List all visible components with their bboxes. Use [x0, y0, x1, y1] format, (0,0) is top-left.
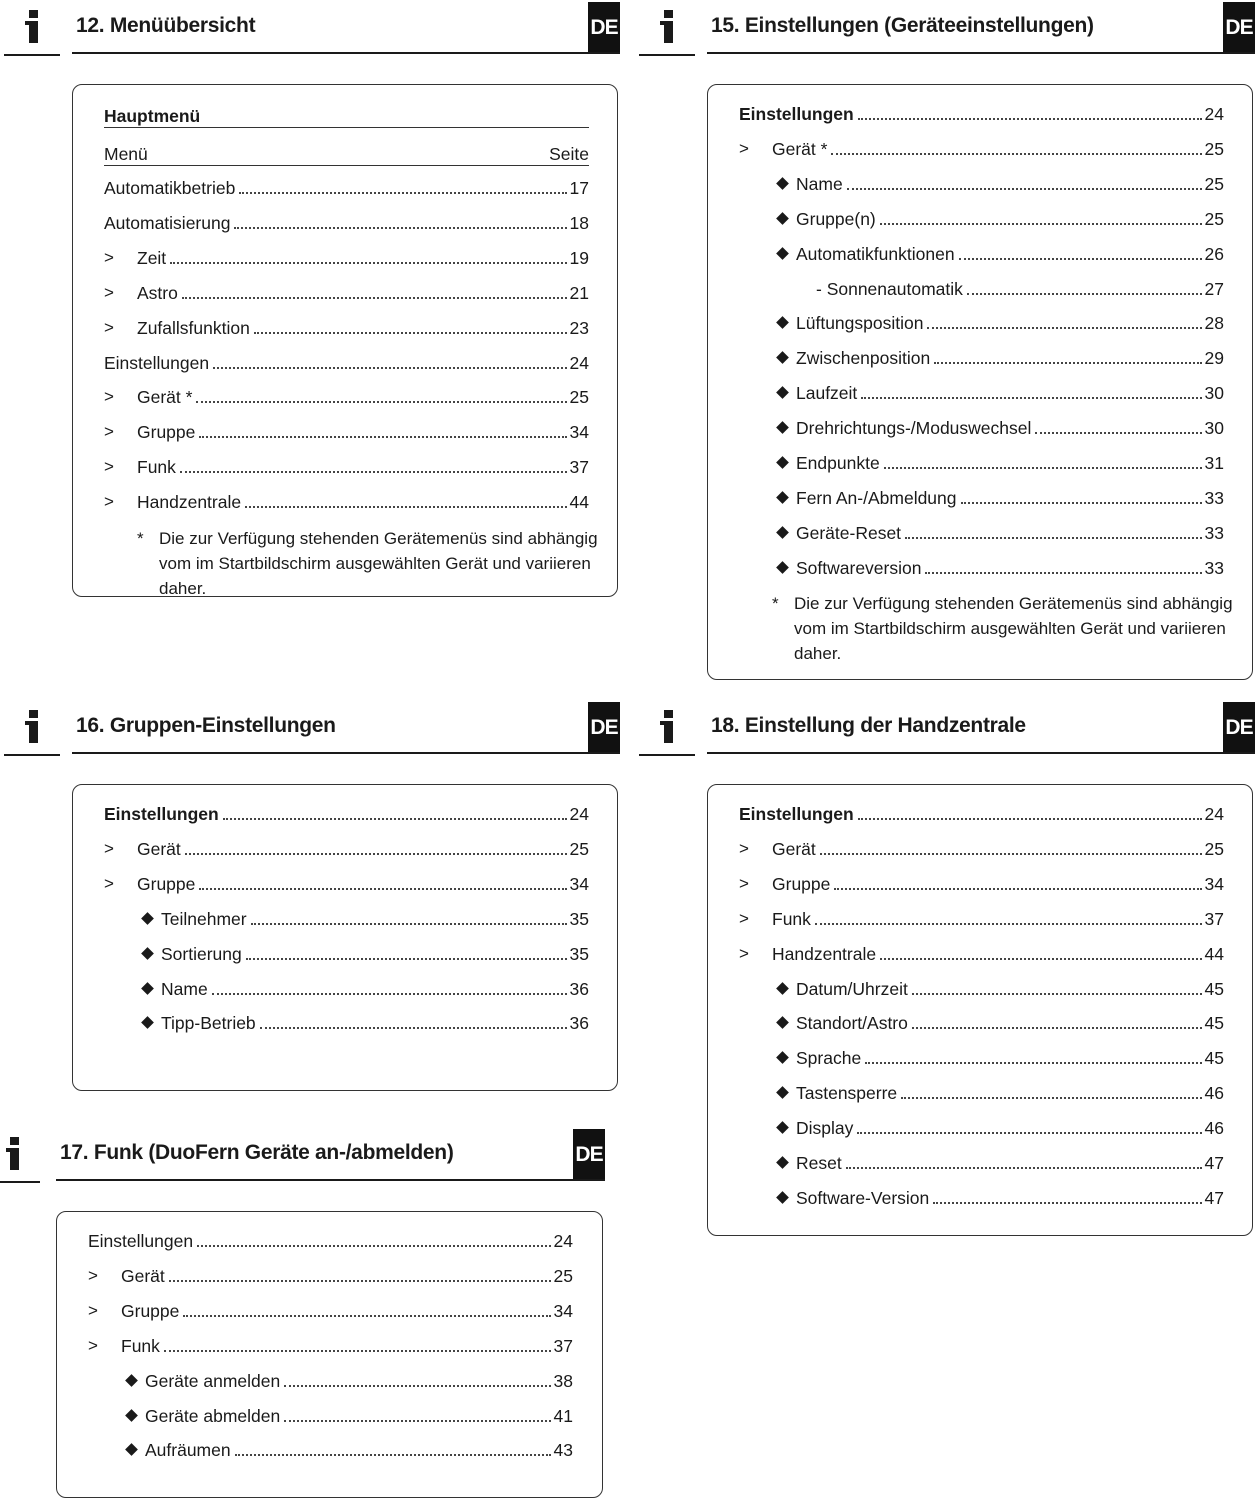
column-page: Seite	[549, 144, 589, 164]
section-title: 16. Gruppen-Einstellungen	[76, 714, 336, 737]
dot-leader	[934, 362, 1201, 364]
submenu-arrow-icon: >	[88, 1300, 98, 1320]
toc-label: Einstellungen	[88, 1231, 194, 1251]
toc-label: Standort/Astro	[796, 1013, 908, 1034]
bullet-diamond-icon	[141, 982, 154, 995]
toc-row	[796, 1008, 1224, 1034]
dot-leader	[901, 1097, 1201, 1099]
dot-leader	[858, 118, 1202, 120]
dot-leader	[880, 958, 1201, 960]
submenu-arrow-icon: >	[739, 943, 749, 963]
dot-leader	[284, 1420, 550, 1422]
toc-label: Gruppe(n)	[796, 208, 876, 229]
submenu-arrow-icon: >	[88, 1265, 98, 1285]
toc-page-number: 26	[1204, 243, 1224, 264]
menu-panel	[707, 784, 1253, 1236]
toc-page-number: 21	[569, 282, 589, 303]
dot-leader	[912, 1027, 1202, 1029]
toc-label: Gruppe	[121, 1300, 180, 1321]
toc-row	[796, 308, 1224, 334]
toc-row	[796, 483, 1224, 509]
toc-label: Softwareversion	[796, 557, 922, 578]
toc-page-number: 24	[569, 352, 589, 373]
toc-row	[137, 834, 589, 860]
toc-page-number: 25	[1204, 138, 1224, 159]
dot-leader	[251, 923, 567, 925]
toc-page-number: 41	[553, 1405, 573, 1426]
dot-leader	[197, 1245, 550, 1247]
bullet-diamond-icon	[776, 1191, 789, 1204]
toc-page-number: 25	[569, 387, 589, 408]
dot-leader	[260, 1027, 567, 1029]
toc-page-number: 24	[569, 804, 589, 824]
panel-heading	[104, 99, 589, 128]
toc-row	[796, 1183, 1224, 1209]
language-badge: DE	[588, 2, 620, 52]
dot-leader	[905, 537, 1201, 539]
toc-label: Gruppe	[137, 873, 196, 894]
toc-page-number: 45	[1204, 1013, 1224, 1034]
toc-row	[121, 1331, 573, 1357]
toc-row	[161, 904, 589, 930]
toc-label: Astro	[137, 282, 178, 303]
submenu-arrow-icon: >	[88, 1335, 98, 1355]
toc-page-number: 23	[569, 317, 589, 338]
toc-page-number: 25	[1204, 838, 1224, 859]
toc-label: Aufräumen	[145, 1440, 231, 1461]
dot-leader	[212, 993, 567, 995]
section-header	[639, 700, 1255, 756]
dot-leader	[884, 467, 1202, 469]
bullet-diamond-icon	[776, 212, 789, 225]
dot-leader	[284, 1385, 550, 1387]
section-menu-overview	[4, 0, 620, 600]
toc-row	[796, 413, 1224, 439]
dot-leader	[967, 293, 1202, 295]
toc-page-number: 37	[1204, 908, 1224, 929]
dot-leader	[199, 436, 566, 438]
toc-label: Gerät *	[772, 138, 828, 159]
toc-row	[796, 974, 1224, 1000]
dot-leader	[185, 853, 567, 855]
toc-row	[161, 1008, 589, 1034]
dot-leader	[169, 1280, 551, 1282]
toc-label: Funk	[121, 1335, 160, 1356]
toc-page-number: 33	[1204, 487, 1224, 508]
bullet-diamond-icon	[141, 1017, 154, 1030]
toc-row	[137, 382, 589, 408]
toc-row	[88, 1226, 573, 1252]
submenu-arrow-icon: >	[739, 838, 749, 858]
toc-page-number: 36	[569, 978, 589, 999]
toc-page-number: 46	[1204, 1118, 1224, 1139]
toc-row	[121, 1261, 573, 1287]
dot-leader	[199, 888, 566, 890]
dot-leader	[235, 1454, 551, 1456]
toc-row	[137, 243, 589, 269]
dot-leader	[180, 471, 567, 473]
info-icon	[0, 1127, 40, 1183]
section-device-settings	[639, 0, 1255, 680]
section-header	[639, 0, 1255, 56]
dot-leader	[234, 227, 566, 229]
dot-leader	[170, 262, 566, 264]
dot-leader	[961, 502, 1202, 504]
toc-page-number: 36	[569, 1013, 589, 1034]
bullet-diamond-icon	[125, 1374, 138, 1387]
toc-page-number: 34	[1204, 873, 1224, 894]
bullet-diamond-icon	[776, 1121, 789, 1134]
toc-label: Tipp-Betrieb	[161, 1013, 256, 1034]
toc-label: Gruppe	[137, 422, 196, 443]
column-menu: Menü	[104, 144, 148, 164]
submenu-arrow-icon: >	[104, 317, 114, 337]
toc-row	[796, 1113, 1224, 1139]
dot-leader	[254, 332, 567, 334]
dot-leader	[858, 818, 1202, 820]
toc-row	[796, 378, 1224, 404]
dot-leader	[815, 923, 1202, 925]
dot-leader	[846, 1167, 1202, 1169]
toc-label: Einstellungen	[104, 804, 219, 824]
bullet-diamond-icon	[776, 1156, 789, 1169]
toc-label: Sortierung	[161, 943, 242, 964]
toc-row	[796, 1043, 1224, 1069]
dot-leader	[820, 853, 1202, 855]
toc-row	[137, 313, 589, 339]
dot-leader	[246, 958, 567, 960]
language-badge: DE	[573, 1129, 605, 1179]
submenu-arrow-icon: >	[739, 873, 749, 893]
footnote-text: Die zur Verfügung stehenden Gerätemenüs sind abhängig vom im Startbildschirm ausgewählten Gerät und variieren daher.	[794, 594, 1233, 663]
dot-leader	[925, 572, 1201, 574]
toc-page-number: 28	[1204, 313, 1224, 334]
toc-row	[145, 1366, 573, 1392]
toc-row	[796, 239, 1224, 265]
toc-row	[772, 834, 1224, 860]
toc-label: Gerät *	[137, 387, 193, 408]
toc-label: Einstellungen	[739, 804, 854, 824]
toc-label: Sprache	[796, 1048, 862, 1069]
dot-leader	[912, 993, 1202, 995]
toc-page-number: 30	[1204, 418, 1224, 439]
dot-leader	[245, 506, 566, 508]
toc-page-number: 25	[553, 1265, 573, 1286]
menu-panel	[72, 784, 618, 1091]
section-handheld-settings	[639, 700, 1255, 1240]
toc-page-number: 34	[569, 422, 589, 443]
toc-page-number: 47	[1204, 1153, 1224, 1173]
submenu-arrow-icon: >	[104, 838, 114, 858]
bullet-diamond-icon	[776, 491, 789, 504]
toc-row	[739, 799, 1224, 825]
dot-leader	[183, 1315, 550, 1317]
toc-label: Zufallsfunktion	[137, 317, 250, 338]
dot-leader	[933, 1202, 1201, 1204]
toc-row	[739, 99, 1224, 125]
heading-main-menu: Hauptmenü	[104, 106, 201, 126]
toc-label: - Sonnenautomatik	[816, 278, 963, 299]
toc-page-number: 34	[553, 1300, 573, 1321]
toc-label: Automatisierung	[104, 212, 231, 233]
toc-row	[161, 974, 589, 1000]
section-title: 17. Funk (DuoFern Geräte an-/abmelden)	[60, 1141, 454, 1164]
info-icon	[639, 700, 695, 756]
submenu-arrow-icon: >	[739, 138, 749, 158]
toc-row	[772, 134, 1224, 160]
toc-row	[796, 343, 1224, 369]
toc-label: Handzentrale	[137, 492, 242, 513]
section-header	[4, 0, 620, 56]
toc-row	[145, 1435, 573, 1461]
toc-row	[796, 169, 1224, 195]
toc-label: Tastensperre	[796, 1083, 898, 1104]
toc-page-number: 43	[553, 1440, 573, 1461]
dot-leader	[223, 818, 567, 820]
toc-label: Lüftungsposition	[796, 313, 924, 334]
toc-label: Name	[161, 978, 208, 999]
dot-leader	[213, 367, 566, 369]
dot-leader	[880, 223, 1202, 225]
bullet-diamond-icon	[776, 177, 789, 190]
toc-page-number: 29	[1204, 348, 1224, 369]
toc-page-number: 46	[1204, 1083, 1224, 1104]
toc-row	[104, 208, 589, 234]
toc-label: Endpunkte	[796, 453, 880, 473]
section-title: 12. Menüübersicht	[76, 14, 256, 37]
section-title: 18. Einstellung der Handzentrale	[711, 714, 1026, 737]
toc-row	[121, 1296, 573, 1322]
dot-leader	[831, 153, 1201, 155]
menu-panel	[56, 1211, 603, 1498]
toc-row	[161, 939, 589, 965]
toc-row	[772, 904, 1224, 930]
toc-label: Einstellungen	[104, 352, 210, 373]
submenu-arrow-icon: >	[104, 457, 114, 477]
bullet-diamond-icon	[776, 456, 789, 469]
toc-row	[145, 1401, 573, 1427]
dot-leader	[847, 188, 1202, 190]
bullet-diamond-icon	[125, 1409, 138, 1422]
menu-panel	[72, 84, 618, 597]
language-badge: DE	[1223, 702, 1255, 752]
toc-label: Funk	[772, 908, 811, 929]
toc-page-number: 35	[569, 908, 589, 929]
toc-page-number: 24	[553, 1231, 573, 1251]
toc-label: Fern An-/Abmeldung	[796, 487, 957, 508]
toc-page-number: 33	[1204, 557, 1224, 578]
submenu-arrow-icon: >	[104, 422, 114, 442]
toc-label: Gerät	[121, 1265, 165, 1286]
bullet-diamond-icon	[125, 1444, 138, 1457]
submenu-arrow-icon: >	[104, 247, 114, 267]
toc-row	[137, 869, 589, 895]
toc-page-number: 35	[569, 943, 589, 964]
toc-page-number: 37	[569, 457, 589, 478]
dot-leader	[959, 258, 1202, 260]
toc-page-number: 44	[1204, 943, 1224, 964]
toc-page-number: 18	[569, 212, 589, 233]
section-group-settings	[4, 700, 620, 1095]
toc-label: Automatikfunktionen	[796, 243, 955, 264]
toc-row	[796, 448, 1224, 474]
bullet-diamond-icon	[776, 526, 789, 539]
dot-leader	[239, 192, 566, 194]
toc-page-number: 27	[1204, 278, 1224, 299]
toc-row	[104, 348, 589, 374]
bullet-diamond-icon	[141, 912, 154, 925]
bullet-diamond-icon	[776, 1017, 789, 1030]
toc-row	[772, 869, 1224, 895]
toc-label: Drehrichtungs-/Moduswechsel	[796, 418, 1032, 439]
toc-label: Reset	[796, 1153, 842, 1173]
bullet-diamond-icon	[776, 386, 789, 399]
toc-row	[104, 173, 589, 199]
submenu-arrow-icon: >	[739, 908, 749, 928]
footnote-text: Die zur Verfügung stehenden Gerätemenüs sind abhängig vom im Startbildschirm ausgewählten Gerät und variieren daher.	[159, 529, 598, 598]
dot-leader	[1035, 432, 1201, 434]
toc-label: Software-Version	[796, 1187, 930, 1208]
toc-label: Einstellungen	[739, 104, 854, 124]
toc-page-number: 37	[553, 1335, 573, 1356]
toc-page-number: 25	[1204, 208, 1224, 229]
toc-row	[137, 452, 589, 478]
toc-label: Funk	[137, 457, 176, 478]
section-header	[4, 700, 620, 756]
bullet-diamond-icon	[776, 982, 789, 995]
submenu-arrow-icon: >	[104, 873, 114, 893]
dot-leader	[927, 327, 1201, 329]
toc-row	[796, 1148, 1224, 1174]
toc-label: Laufzeit	[796, 383, 858, 404]
footnote-mark: *	[137, 529, 144, 548]
toc-label: Zeit	[137, 247, 167, 268]
toc-page-number: 38	[553, 1370, 573, 1391]
toc-row	[137, 417, 589, 443]
bullet-diamond-icon	[776, 317, 789, 330]
bullet-diamond-icon	[776, 351, 789, 364]
submenu-arrow-icon: >	[104, 282, 114, 302]
toc-label: Automatikbetrieb	[104, 178, 236, 198]
toc-page-number: 45	[1204, 978, 1224, 999]
toc-label: Gerät	[772, 838, 816, 859]
toc-label: Geräte anmelden	[145, 1370, 281, 1391]
bullet-diamond-icon	[776, 1051, 789, 1064]
toc-page-number: 44	[569, 492, 589, 513]
toc-page-number: 30	[1204, 383, 1224, 404]
toc-page-number: 25	[569, 838, 589, 859]
submenu-arrow-icon: >	[104, 492, 114, 512]
toc-label: Gerät	[137, 838, 181, 859]
toc-row	[796, 204, 1224, 230]
toc-label: Geräte-Reset	[796, 522, 902, 543]
bullet-diamond-icon	[776, 1086, 789, 1099]
toc-label: Zwischenposition	[796, 348, 931, 369]
section-header	[0, 1127, 605, 1183]
dot-leader	[182, 297, 567, 299]
toc-label: Handzentrale	[772, 943, 877, 964]
toc-label: Name	[796, 173, 843, 194]
dot-leader	[861, 397, 1201, 399]
toc-row	[104, 799, 589, 825]
bullet-diamond-icon	[141, 947, 154, 960]
dot-leader	[857, 1132, 1201, 1134]
section-title: 15. Einstellungen (Geräteeinstellungen)	[711, 14, 1094, 37]
toc-page-number: 17	[569, 178, 589, 198]
toc-page-number: 24	[1204, 104, 1224, 124]
toc-row	[137, 278, 589, 304]
toc-row	[772, 939, 1224, 965]
toc-row	[796, 1078, 1224, 1104]
toc-label: Geräte abmelden	[145, 1405, 281, 1426]
section-radio	[0, 1127, 605, 1500]
bullet-diamond-icon	[776, 247, 789, 260]
dot-leader	[196, 401, 566, 403]
toc-row	[137, 487, 589, 513]
info-icon	[4, 0, 60, 56]
submenu-arrow-icon: >	[104, 387, 114, 407]
dot-leader	[834, 888, 1201, 890]
toc-label: Datum/Uhrzeit	[796, 978, 908, 999]
toc-label: Display	[796, 1118, 854, 1139]
toc-page-number: 45	[1204, 1048, 1224, 1069]
dot-leader	[164, 1350, 551, 1352]
toc-label: Teilnehmer	[161, 908, 247, 929]
toc-page-number: 47	[1204, 1187, 1224, 1208]
toc-row	[816, 274, 1224, 300]
toc-label: Gruppe	[772, 873, 831, 894]
footnote-mark: *	[772, 594, 779, 613]
menu-panel	[707, 84, 1253, 680]
language-badge: DE	[1223, 2, 1255, 52]
toc-page-number: 31	[1204, 453, 1224, 473]
info-icon	[639, 0, 695, 56]
toc-page-number: 34	[569, 873, 589, 894]
toc-row	[796, 553, 1224, 579]
column-header	[104, 137, 589, 166]
bullet-diamond-icon	[776, 561, 789, 574]
toc-page-number: 19	[569, 247, 589, 268]
dot-leader	[865, 1062, 1201, 1064]
toc-page-number: 24	[1204, 804, 1224, 824]
language-badge: DE	[588, 702, 620, 752]
bullet-diamond-icon	[776, 421, 789, 434]
toc-page-number: 33	[1204, 522, 1224, 543]
toc-page-number: 25	[1204, 173, 1224, 194]
info-icon	[4, 700, 60, 756]
toc-row	[796, 518, 1224, 544]
